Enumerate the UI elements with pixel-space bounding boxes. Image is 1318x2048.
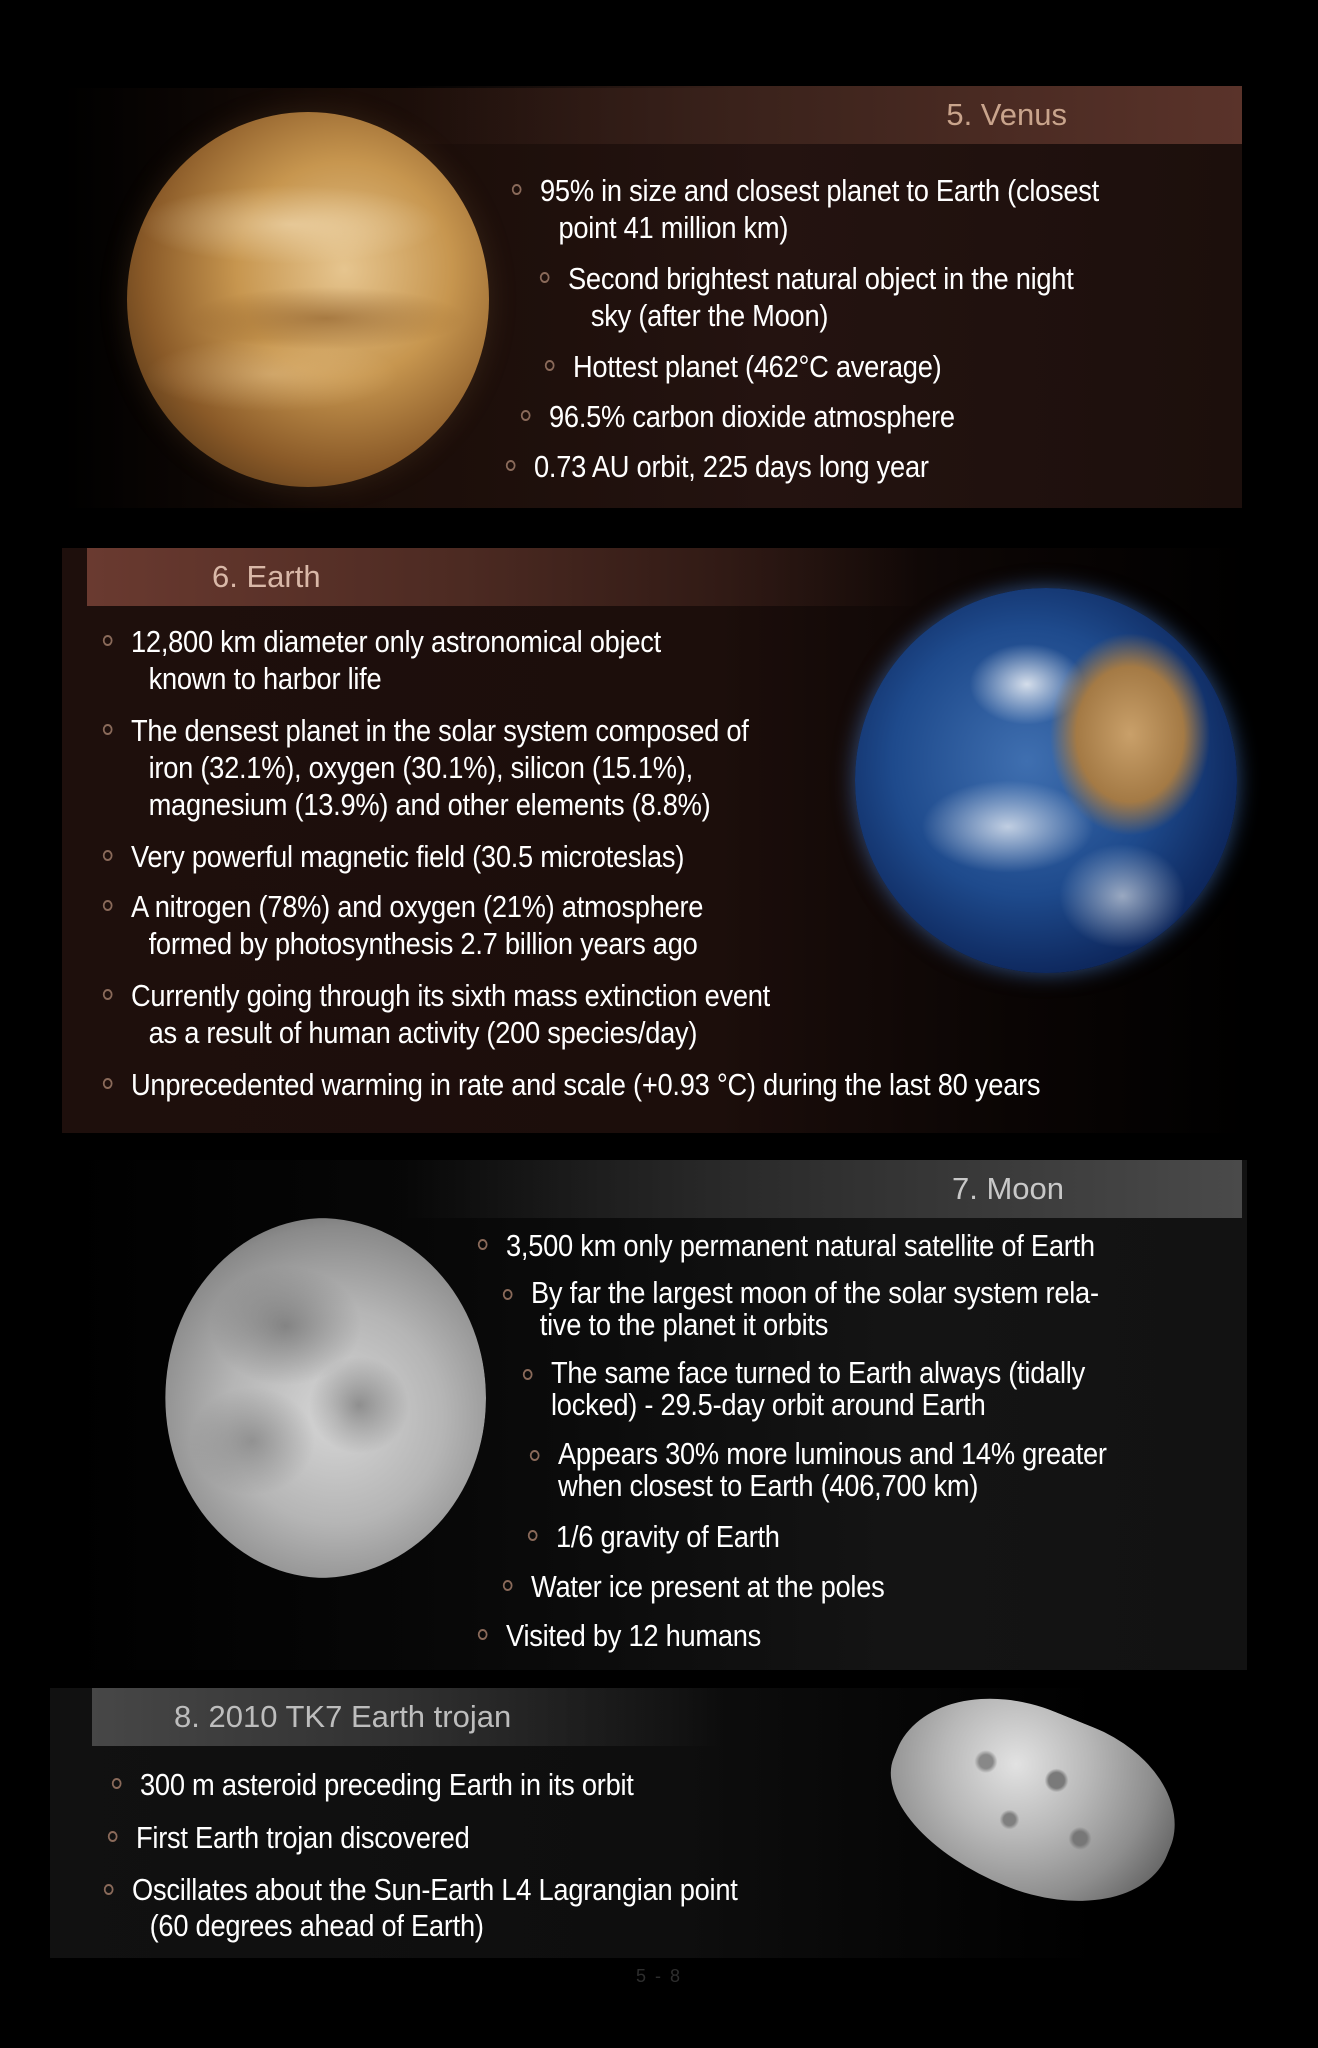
moon-bullet-4: [558, 1438, 1107, 1502]
moon-bullet-2-line-1: By far the largest moon of the solar system rela-: [531, 1275, 1099, 1310]
venus-bullet-1-line-2: point 41 million km): [558, 210, 789, 245]
bullet-ring-icon: [112, 1778, 122, 1789]
bullet-ring-icon: [103, 989, 113, 1000]
bullet-ring-icon: [103, 1078, 113, 1089]
earth-bullet-2: [131, 712, 749, 823]
venus-bullet-2-line-1: Second brightest natural object in the night: [568, 261, 1074, 296]
moon-bullet-5: [556, 1518, 780, 1555]
moon-bullet-2: [531, 1277, 1099, 1341]
moon-bullet-4-line-1: Appears 30% more luminous and 14% greater: [558, 1436, 1107, 1471]
bullet-ring-icon: [103, 900, 113, 911]
venus-image: [127, 112, 489, 487]
moon-bullet-1: [506, 1227, 1095, 1264]
earth-bullet-2-line-2: iron (32.1%), oxygen (30.1%), silicon (15.1%),: [148, 750, 693, 785]
trojan-bullet-2-line-1: First Earth trojan discovered: [136, 1820, 470, 1855]
bullet-ring-icon: [521, 410, 531, 421]
earth-bullet-3-line-1: Very powerful magnetic field (30.5 microteslas): [131, 839, 685, 874]
bullet-ring-icon: [103, 724, 113, 735]
bullet-ring-icon: [478, 1239, 488, 1250]
trojan-bullet-2: [136, 1819, 469, 1856]
moon-bullet-1-line-1: 3,500 km only permanent natural satellite of Earth: [506, 1228, 1095, 1263]
moon-section-title: 7. Moon: [402, 1160, 1242, 1218]
trojan-section-title: 8. 2010 TK7 Earth trojan: [92, 1688, 722, 1746]
bullet-ring-icon: [528, 1530, 538, 1541]
bullet-ring-icon: [523, 1369, 533, 1380]
venus-bullet-4-line-1: 96.5% carbon dioxide atmosphere: [549, 399, 955, 434]
trojan-bullet-3-line-1: Oscillates about the Sun-Earth L4 Lagrangian point: [132, 1872, 738, 1907]
earth-bullet-6-line-1: Unprecedented warming in rate and scale (+0.93 °C) during the last 80 years: [131, 1067, 1041, 1102]
bullet-ring-icon: [540, 272, 550, 283]
bullet-ring-icon: [103, 635, 113, 646]
earth-bullet-5-line-1: Currently going through its sixth mass extinction event: [131, 978, 771, 1013]
bullet-ring-icon: [108, 1831, 118, 1842]
earth-image: [855, 588, 1237, 973]
earth-bullet-2-line-1: The densest planet in the solar system composed of: [131, 713, 749, 748]
moon-bullet-3-line-2: locked) - 29.5-day orbit around Earth: [551, 1387, 986, 1422]
bullet-ring-icon: [103, 850, 113, 861]
trojan-bullet-3: [132, 1872, 738, 1944]
bullet-ring-icon: [104, 1884, 114, 1895]
venus-bullet-5-line-1: 0.73 AU orbit, 225 days long year: [534, 449, 929, 484]
bullet-ring-icon: [503, 1580, 513, 1591]
venus-bullet-2-line-2: sky (after the Moon): [590, 298, 829, 333]
bullet-ring-icon: [512, 184, 522, 195]
earth-bullet-5: [131, 977, 770, 1051]
moon-bullet-7-line-1: Visited by 12 humans: [506, 1618, 762, 1653]
venus-bullet-3-line-1: Hottest planet (462°C average): [573, 349, 942, 384]
trojan-bullet-1-line-1: 300 m asteroid preceding Earth in its orbit: [140, 1767, 634, 1802]
venus-bullet-4: [549, 398, 955, 435]
venus-section-title: 5. Venus: [402, 86, 1242, 144]
bullet-ring-icon: [503, 1289, 513, 1300]
moon-bullet-2-line-2: tive to the planet it orbits: [539, 1307, 829, 1342]
trojan-bullet-3-line-2: (60 degrees ahead of Earth): [149, 1908, 484, 1943]
earth-bullet-1-line-2: known to harbor life: [148, 661, 382, 696]
bullet-ring-icon: [506, 460, 516, 471]
earth-bullet-4-line-2: formed by photosynthesis 2.7 billion years ago: [148, 926, 698, 961]
venus-bullet-2: [568, 260, 1074, 334]
venus-bullet-3: [573, 348, 941, 385]
venus-bullet-1-line-1: 95% in size and closest planet to Earth (closest: [540, 173, 1100, 208]
earth-bullet-4: [131, 888, 703, 962]
moon-bullet-3: [551, 1357, 1085, 1421]
venus-bullet-1: [540, 172, 1099, 246]
earth-bullet-4-line-1: A nitrogen (78%) and oxygen (21%) atmosphere: [131, 889, 704, 924]
bullet-ring-icon: [478, 1629, 488, 1640]
earth-bullet-3: [131, 838, 684, 875]
moon-bullet-3-line-1: The same face turned to Earth always (tidally: [551, 1355, 1085, 1390]
earth-bullet-6: [131, 1066, 1040, 1103]
earth-bullet-2-line-3: magnesium (13.9%) and other elements (8.8%): [148, 787, 711, 822]
moon-bullet-7: [506, 1617, 761, 1654]
earth-bullet-1: [131, 623, 661, 697]
bullet-ring-icon: [545, 360, 555, 371]
bullet-ring-icon: [530, 1450, 540, 1461]
page-number: 5 - 8: [636, 1966, 683, 1986]
moon-bullet-6: [531, 1568, 884, 1605]
earth-bullet-5-line-2: as a result of human activity (200 species/day): [148, 1015, 698, 1050]
moon-bullet-5-line-1: 1/6 gravity of Earth: [556, 1519, 780, 1554]
moon-bullet-4-line-2: when closest to Earth (406,700 km): [558, 1468, 979, 1503]
moon-bullet-6-line-1: Water ice present at the poles: [531, 1569, 885, 1604]
earth-section-title: 6. Earth: [87, 548, 922, 606]
trojan-bullet-1: [140, 1766, 634, 1803]
venus-bullet-5: [534, 448, 929, 485]
earth-bullet-1-line-1: 12,800 km diameter only astronomical object: [131, 624, 661, 659]
